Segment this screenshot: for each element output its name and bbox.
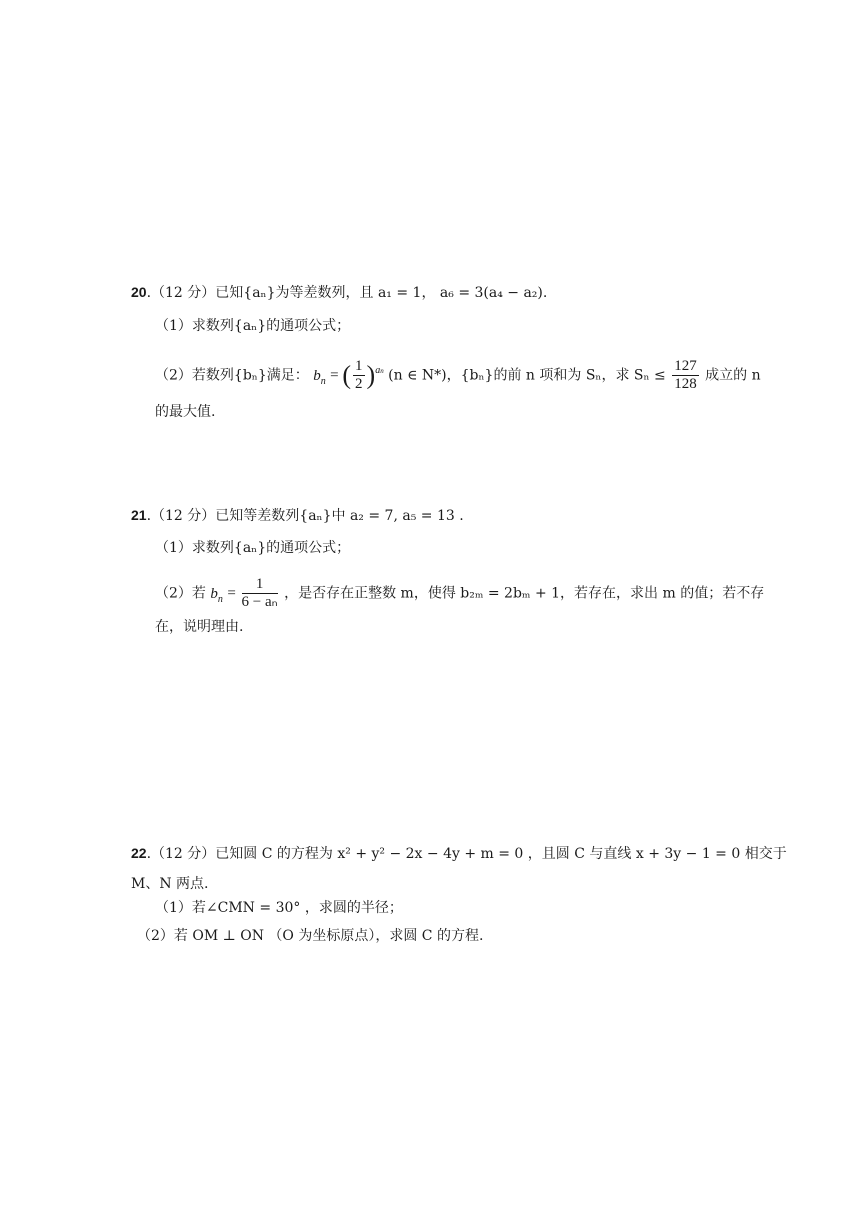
paren-open: ( <box>342 360 352 390</box>
problem-20-part1: （1）求数列{aₙ}的通项公式； <box>155 318 351 334</box>
b-n-symbol: $b_n$ <box>313 367 326 387</box>
problem-20-stem <box>131 282 547 303</box>
frac-denominator: 128 <box>674 376 697 392</box>
frac-numerator: 127 <box>674 358 697 374</box>
equals-sign: = <box>227 585 240 602</box>
paren-close: ) <box>366 360 376 390</box>
equals-sign: = <box>330 367 343 384</box>
problem-text: .（12 分）已知{aₙ}为等差数列，且 a₁ = 1， a₆ = 3(a₄ − a₂). <box>146 285 548 301</box>
frac-numerator: 1 <box>242 576 278 594</box>
problem-22-part1: （1）若∠CMN = 30° ，求圆的半径； <box>155 900 403 916</box>
problem-number: 22 <box>131 845 147 861</box>
problem-22-stem-continued: M、N 两点. <box>131 876 209 892</box>
problem-21-part2 <box>155 576 764 611</box>
fraction-b-n <box>242 576 278 611</box>
problem-22-part2: （2）若 OM ⊥ ON （O 为坐标原点），求圆 C 的方程. <box>137 928 484 944</box>
problem-21-part1: （1）求数列{aₙ}的通项公式； <box>155 540 351 556</box>
problem-text: .（12 分）已知圆 C 的方程为 x² + y² − 2x − 4y + m = 0 ，且圆 C 与直线 x + 3y − 1 = 0 相交于 <box>146 846 787 862</box>
problem-text: .（12 分）已知等差数列{aₙ}中 a₂ = 7, a₅ = 13 . <box>146 508 464 524</box>
problem-20-part2-continued: 的最大值. <box>155 404 216 420</box>
frac-denominator: 6 − aₙ <box>241 594 278 610</box>
problem-number: 20 <box>131 284 147 300</box>
part2-text-a: （2）若 <box>155 585 206 602</box>
part2-text-b: (n ∈ N*)，{bₙ}的前 n 项和为 Sₙ，求 Sₙ ≤ <box>388 367 666 384</box>
frac-denominator: 2 <box>355 376 363 392</box>
frac-numerator: 1 <box>355 358 363 374</box>
fraction-one-half <box>353 358 365 393</box>
exponent-a-n: an <box>375 364 384 376</box>
part2-text-a: （2）若数列{bₙ}满足： <box>155 367 309 384</box>
part2-text-b: ，是否存在正整数 m，使得 b₂ₘ = 2bₘ + 1，若存在，求出 m 的值；若不存 <box>284 585 765 602</box>
problem-20-part2 <box>155 358 761 393</box>
problem-22-stem <box>131 843 787 864</box>
problem-21-stem <box>131 505 464 526</box>
problem-21-part2-continued: 在，说明理由. <box>155 619 244 635</box>
fraction-127-128 <box>672 358 699 393</box>
part2-text-c: 成立的 n <box>705 367 761 384</box>
b-n-symbol: $b_n$ <box>210 585 223 605</box>
problem-number: 21 <box>131 507 147 523</box>
